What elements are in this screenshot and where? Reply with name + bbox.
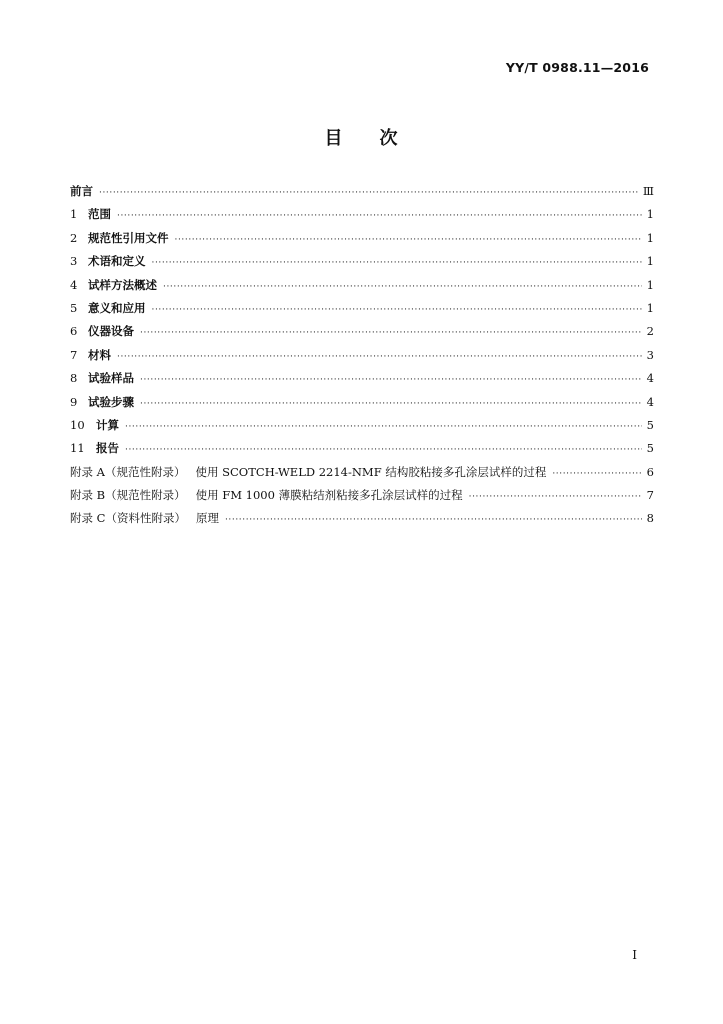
toc-page: 6 <box>646 464 654 479</box>
leader-dots <box>99 185 639 201</box>
toc-entry-5[interactable] <box>70 300 654 323</box>
toc-label: 试验步骤 <box>88 394 134 409</box>
toc-number: 11 <box>70 441 85 456</box>
toc-number: 4 <box>70 277 78 292</box>
toc-entry-11[interactable] <box>70 440 654 463</box>
toc-label: 计算 <box>96 417 119 432</box>
toc-entry-7[interactable] <box>70 347 654 370</box>
table-of-contents <box>70 183 654 534</box>
toc-entry-10[interactable] <box>70 417 654 440</box>
toc-number: 3 <box>70 254 78 269</box>
toc-label: 试验样品 <box>88 371 134 386</box>
toc-number: 5 <box>70 300 78 315</box>
toc-label: 使用 FM 1000 薄膜粘结剂粘接多孔涂层试样的过程 <box>195 488 463 503</box>
toc-page: 1 <box>646 277 654 292</box>
toc-page: 1 <box>646 207 654 222</box>
leader-dots <box>163 279 642 295</box>
toc-number: 2 <box>70 230 78 245</box>
toc-page: 3 <box>646 347 654 362</box>
leader-dots <box>140 396 642 412</box>
toc-entry-appendix-b[interactable] <box>70 487 654 510</box>
toc-label: 规范性引用文件 <box>88 230 169 245</box>
toc-label: 仪器设备 <box>88 324 134 339</box>
toc-page: 4 <box>646 371 654 386</box>
toc-number: 7 <box>70 347 78 362</box>
toc-page: 1 <box>646 254 654 269</box>
leader-dots <box>117 349 642 365</box>
toc-entry-appendix-a[interactable] <box>70 464 654 487</box>
toc-page: 4 <box>646 394 654 409</box>
toc-label: 前言 <box>70 184 93 198</box>
toc-entry-3[interactable] <box>70 253 654 276</box>
leader-dots <box>125 442 642 458</box>
toc-page: 5 <box>646 417 654 432</box>
toc-entry-2[interactable] <box>70 230 654 253</box>
toc-page: 7 <box>646 488 654 503</box>
toc-entry-8[interactable] <box>70 370 654 393</box>
toc-label: 试样方法概述 <box>88 277 157 292</box>
toc-label: 使用 SCOTCH-WELD 2214-NMF 结构胶粘接多孔涂层试样的过程 <box>195 464 547 479</box>
toc-appendix-prefix: 附录 B（规范性附录） <box>70 488 186 503</box>
leader-dots <box>140 325 642 341</box>
toc-number: 10 <box>70 417 85 432</box>
toc-appendix-prefix: 附录 C（资料性附录） <box>70 511 186 526</box>
leader-dots <box>140 372 642 388</box>
toc-entry-appendix-c[interactable] <box>70 510 654 533</box>
leader-dots <box>225 512 642 528</box>
toc-entry-4[interactable] <box>70 277 654 300</box>
page-number: Ⅰ <box>632 948 637 962</box>
standard-id: YY/T 0988.11—2016 <box>505 60 649 75</box>
toc-label: 范围 <box>88 207 111 222</box>
toc-label: 材料 <box>88 347 111 362</box>
toc-label: 术语和定义 <box>88 254 146 269</box>
toc-number: 6 <box>70 324 78 339</box>
leader-dots <box>117 208 642 224</box>
toc-page: 1 <box>646 230 654 245</box>
toc-page: 5 <box>646 441 654 456</box>
page-title <box>0 124 723 150</box>
toc-page: 8 <box>646 511 654 526</box>
toc-page: Ⅲ <box>642 184 654 198</box>
leader-dots <box>152 302 643 318</box>
toc-entry-foreword[interactable] <box>70 183 654 206</box>
leader-dots <box>125 419 642 435</box>
toc-appendix-prefix: 附录 A（规范性附录） <box>70 464 186 479</box>
leader-dots <box>469 489 642 505</box>
leader-dots <box>175 232 643 248</box>
toc-label: 意义和应用 <box>88 300 146 315</box>
toc-page: 1 <box>646 300 654 315</box>
leader-dots <box>152 255 643 271</box>
toc-label: 原理 <box>195 511 219 526</box>
toc-entry-1[interactable] <box>70 206 654 229</box>
leader-dots <box>552 466 642 482</box>
toc-label: 报告 <box>96 441 119 456</box>
toc-entry-9[interactable] <box>70 394 654 417</box>
toc-number: 8 <box>70 371 78 386</box>
title-char-2: 次 <box>379 128 399 149</box>
toc-page: 2 <box>646 324 654 339</box>
toc-number: 1 <box>70 207 78 222</box>
toc-number: 9 <box>70 394 78 409</box>
title-char-1: 目 <box>324 128 344 149</box>
toc-entry-6[interactable] <box>70 323 654 346</box>
